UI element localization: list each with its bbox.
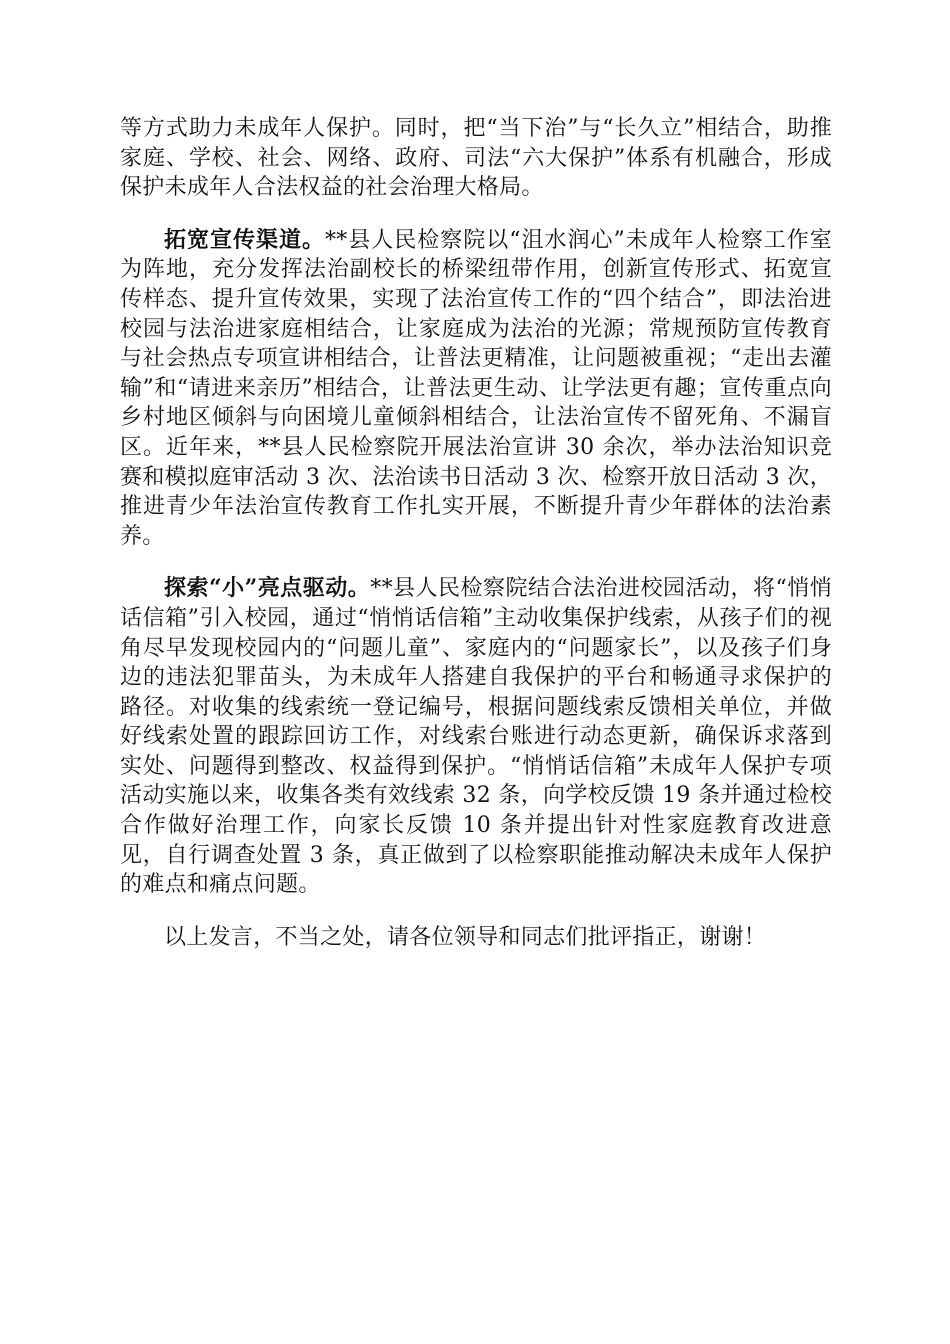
paragraph-text: **县人民检察院以“沮水润心”未成年人检察工作室为阵地，充分发挥法治副校长的桥梁纽带作用，创新宣传形式、拓宽宣传样态、提升宣传效果，实现了法治宣传工作的“四个结合”，即法治进校园与法治进家庭相结合，让家庭成为法治的光源；常规预防宣传教育与社会热点专项宣讲相结合，让普法更精准，让问题被重视；“走出去灌输”和“请进来亲历”相结合，让普法更生动、让学法更有趣；宣传重点向乡村地区倾斜与向困境儿童倾斜相结合，让法治宣传不留死角、不漏盲区。近年来，**县人民检察院开展法治宣讲 30 余次，举办法治知识竞赛和模拟庭审活动 3 次、法治读书日活动 3 次、检察开放日活动 3 次，推进青少年法治宣传教育工作扎实开展，不断提升青少年群体的法治素养。 <box>120 227 832 549</box>
paragraph-publicity-channels <box>120 226 832 552</box>
paragraph-gap <box>120 551 832 574</box>
paragraph-closing <box>120 923 832 953</box>
paragraph-text: 等方式助力未成年人保护。同时，把“当下治”与“长久立”相结合，助推家庭、学校、社会、网络、政府、司法“六大保护”体系有机融合，形成保护未成年人合法权益的社会治理大格局。 <box>120 116 832 201</box>
paragraph-text: **县人民检察院结合法治进校园活动，将“悄悄话信箱”引入校园，通过“悄悄话信箱”主动收集保护线索，从孩子们的视角尽早发现校园内的“问题儿童”、家庭内的“问题家长”，以及孩子们身边的违法犯罪苗头，为未成年人搭建自我保护的平台和畅通寻求保护的路径。对收集的线索统一登记编号，根据问题线索反馈相关单位，并做好线索处置的跟踪回访工作，对线索台账进行动态更新，确保诉求落到实处、问题得到整改、权益得到保护。“悄悄话信箱”未成年人保护专项活动实施以来，收集各类有效线索 32 条，向学校反馈 19 条并通过检校合作做好治理工作，向家长反馈 10 条并提出针对性家庭教育改进意见，自行调查处置 3 条，真正做到了以检察职能推动解决未成年人保护的难点和痛点问题。 <box>120 576 832 898</box>
document-page <box>120 114 832 952</box>
paragraph-text: 以上发言，不当之处，请各位领导和同志们批评指正，谢谢！ <box>164 924 767 950</box>
paragraph-continuation <box>120 114 832 203</box>
paragraph-heading: 探索“小”亮点驱动。 <box>164 575 371 602</box>
paragraph-gap <box>120 203 832 226</box>
paragraph-gap <box>120 900 832 923</box>
paragraph-highlight-drive <box>120 574 832 900</box>
paragraph-heading: 拓宽宣传渠道。 <box>164 226 325 253</box>
